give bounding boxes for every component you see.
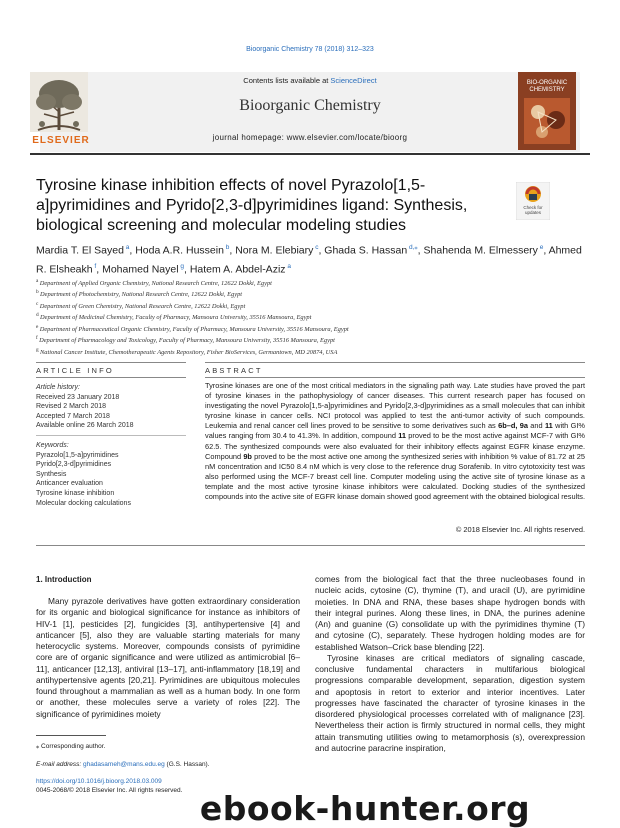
header-bottom-rule — [30, 153, 590, 155]
author-affiliation-marker[interactable]: f — [92, 262, 97, 270]
affiliation-marker: e — [36, 323, 40, 330]
contents-prefix: Contents lists available at — [243, 76, 331, 85]
history-item: Received 23 January 2018 — [36, 393, 120, 401]
affiliation-text: Department of Green Chemistry, National Research Centre, 12622 Dokki, Egypt — [39, 302, 246, 310]
journal-name: Bioorganic Chemistry — [239, 97, 381, 114]
affiliation-text: Department of Pharmaceutical Organic Chemistry, Faculty of Pharmacy, Mansoura University, 35516 Mansoura, Egypt — [39, 325, 349, 333]
keyword-item: Pyrazolo[1,5-a]pyrimidines — [36, 451, 119, 459]
affiliation-marker: g — [36, 346, 40, 353]
article-history — [36, 383, 186, 431]
abstract-copyright: © 2018 Elsevier Inc. All rights reserved. — [455, 525, 585, 534]
abstract-text — [205, 381, 585, 502]
affiliation-item — [36, 334, 586, 345]
author-separator: , — [129, 244, 136, 257]
email-label: E-mail address: — [36, 761, 83, 768]
affiliation-marker: b — [36, 289, 40, 296]
author-list — [36, 240, 586, 277]
author-name: Nora M. Elebiary — [235, 244, 314, 257]
keyword-item: Molecular docking calculations — [36, 499, 131, 507]
keyword-item: Anticancer evaluation — [36, 480, 103, 488]
article-info-rule — [36, 377, 186, 378]
author-name: Mohamed Nayel — [102, 263, 179, 275]
abstract-segment: and — [527, 421, 545, 431]
keyword-item: Tyrosine kinase inhibition — [36, 489, 115, 497]
keywords-label: Keywords: — [36, 442, 69, 449]
affiliation-text: Department of Applied Organic Chemistry, National Research Centre, 12622 Dokki, Egypt — [39, 280, 272, 288]
abstract-rule — [205, 377, 585, 378]
email-note — [36, 760, 300, 769]
affiliation-marker: a — [36, 278, 40, 284]
journal-cover-image — [518, 72, 576, 150]
sciencedirect-link[interactable]: ScienceDirect — [330, 76, 377, 85]
intro-paragraph: comes from the biological fact that the three nucleobases found in nucleic acids, cytosine (C), thymine (T), and uracil (U), are pyrimidine moieties. In DNA and RNA, these bases shape hydrogen bonds with their integral purines. Along these lines, in DNA, the purines adenine (An) and guanine (G) consolidate up with the pyrimidines thymine (T) and cytosine (C), separately. These hydrogen holding modes are for established Watson–Crick base blending [22]. — [315, 574, 585, 652]
check-for-updates-label: Check for updates — [523, 205, 543, 215]
intro-column-2 — [315, 574, 585, 754]
author-affiliation-marker[interactable]: e — [537, 244, 544, 251]
compound-label: 6b–d, 9a — [498, 421, 528, 431]
keyword-item: Pyrido[2,3-d]pyrimidines — [36, 461, 112, 469]
affiliation-item — [36, 346, 586, 357]
compound-label: 11 — [544, 421, 553, 431]
author-affiliation-marker[interactable]: a — [123, 244, 130, 251]
affiliation-item — [36, 311, 586, 322]
journal-reference[interactable]: Bioorganic Chemistry 78 (2018) 312–323 — [246, 46, 374, 53]
affiliation-item — [36, 323, 586, 334]
cover-molecule-art — [524, 98, 570, 144]
author-name: Hatem A. Abdel-Aziz — [189, 263, 286, 275]
article-info-top-rule — [36, 362, 186, 363]
author-name: Ahmed R. Elsheakh — [36, 244, 582, 275]
author-name: Shahenda M. Elmessery — [423, 244, 538, 257]
watermark — [110, 790, 620, 827]
affiliation-item — [36, 300, 586, 311]
cover-title: BIO-ORGANIC CHEMISTRY — [526, 80, 568, 93]
author-name: Ghada S. Hassan — [324, 244, 408, 257]
author-separator: , — [183, 263, 190, 275]
author-name: Mardia T. El Sayed — [36, 244, 124, 257]
abstract-bottom-rule — [36, 545, 585, 546]
homepage-url[interactable]: www.elsevier.com/locate/bioorg — [286, 133, 408, 142]
author-affiliation-marker[interactable]: c — [313, 244, 319, 251]
history-item: Available online 26 March 2018 — [36, 422, 134, 430]
author-affiliation-marker[interactable]: b — [223, 244, 230, 251]
keyword-item: Synthesis — [36, 470, 67, 478]
article-title: Tyrosine kinase inhibition effects of novel Pyrazolo[1,5-a]pyrimidines and Pyrido[2,3-d]pyrimidines ligand: Synthesis, biological screening and molecular modeling studies — [36, 177, 468, 234]
affiliation-text: Department of Pharmacology and Toxicology, Faculty of Pharmacy, Mansoura University, 35516 Mansoura, Egypt — [39, 337, 335, 345]
author-separator: , — [229, 244, 236, 257]
intro-paragraph: Tyrosine kinases are critical mediators of signaling cascade, conclusive fundamental characters in multifarious biological progressions comparable development, separation, digestion system and apoptosis in retort to exterior and interior incentives. Later progresses have fascinated the character of tyrosine kinases in the disordered physiological processes correlated with of malignance [23]. Nevertheless their action is firmly structured in normal cells, they might attain transmuting utilities owing to metamorphosis (s), overexpression and autocrine paracrine inspiration, — [315, 652, 585, 753]
affiliation-text: National Cancer Institute, Chemotherapeutic Agents Repository, Fisher BioServices, Germantown, MD 20874, USA — [40, 348, 338, 356]
affiliation-list — [36, 277, 586, 357]
publisher-wordmark: ELSEVIER — [32, 135, 90, 146]
doi-link[interactable]: https://doi.org/10.1016/j.bioorg.2018.03.009 — [36, 778, 162, 785]
author-affiliation-marker[interactable]: a — [285, 262, 291, 270]
intro-column-1: Many pyrazole derivatives have gotten extraordinary consideration for its organic and biological significance for instance as inhibitors of HIV-1 [1], pesticides [2], fungicides [3], antihypertensive [4] and anticancer [5], also they are valuable starting materials for many heterocyclic systems. Moreover, compounds consists of pyrimidine core are of organic significance and were utilized as antimicrobial [6–11], anticancer [12,13], antiviral [13–17], anti-inflammatory [18,19] and antihypertensive agents [20,21]. Pyrimidines are ubiquitous molecules found throughout a mammalian as well as a human body. In one form or another, these molecules serve a variety of roles [22]. The significance of pyrimidines moiety — [36, 596, 300, 719]
footnote-rule — [36, 735, 106, 736]
affiliation-item — [36, 288, 586, 299]
author-separator: , — [417, 244, 424, 257]
email-link[interactable]: ghadasameh@mans.edu.eg — [82, 761, 165, 768]
abstract-top-rule — [205, 362, 585, 363]
abstract-heading: ABSTRACT — [205, 366, 263, 375]
author-separator: , — [96, 263, 103, 275]
affiliation-marker: d — [36, 312, 40, 319]
issn-line: 0045-2068/© 2018 Elsevier Inc. All rights reserved. — [36, 787, 183, 794]
affiliation-marker: c — [36, 300, 40, 307]
email-suffix: (G.S. Hassan). — [164, 761, 210, 768]
history-keywords-divider — [36, 435, 186, 436]
history-item: Revised 2 March 2018 — [36, 403, 107, 411]
corresponding-author-note: ⁎ Corresponding author. — [36, 743, 106, 750]
affiliation-marker: f — [36, 335, 40, 342]
affiliation-text: Department of Medicinal Chemistry, Faculty of Pharmacy, Mansoura University, 35516 Mansoura, Egypt — [40, 314, 312, 322]
history-label: Article history: — [36, 384, 80, 391]
abstract-segment: Tyrosine kinases are one of the most critical mediators in the signaling path way. Late studies have proved the part of tyrosine kinases in the pathophysiology of cancer diseases. This current research paper has focused on investigating the novel Pyrazolo[1,5-a]pyrimidines and Pyrido[2,3-d]pyrimidines as a small molecules that can inhibit tyrosine kinase in cancer cells. NCI protocol was applied to test the anti-tumor activity of such compounds. Leukemia and renal cancer cell lines proved to be sensitive to some derivatives such as — [205, 381, 585, 431]
homepage-prefix: journal homepage: — [212, 133, 287, 142]
author-affiliation-marker[interactable]: d,⁎ — [407, 244, 418, 251]
author-separator: , — [318, 244, 325, 257]
affiliation-item — [36, 277, 586, 288]
article-info-heading: ARTICLE INFO — [36, 366, 114, 375]
affiliation-text: Department of Photochemistry, National Research Centre, 12622 Dokki, Egypt — [40, 291, 243, 299]
abstract-segment: proved to be the most active against MCF-7 with GI% 62.5. The synthesized compounds were also evaluated for their inhibitory effects against EGFR kinase enzyme. Compound — [205, 431, 585, 461]
compound-label: 11 — [398, 431, 407, 441]
compound-label: 9b — [243, 451, 252, 461]
keywords — [36, 441, 186, 508]
watermark-text: ebook-hunter.org — [199, 789, 531, 828]
abstract-segment: proved to be the most active one among the synthesized series with inhibition % value of 81.72 at 25 nM concentration and IC50 8.4 nM which is very close to the reference drug Sorafenib. In vitro cytotoxicity test was also performed using the MCF-7 breast cell line. Computer modeling using the active site of tyrosine kinase as a template and the most active tyrosine kinase inhibitors were calculated. Docking studies of the synthesized compounds into the active site of EGFR kinase domain showed good agreement with the obtained biological results. — [205, 451, 586, 502]
abstract-segment: with GI% values ranging from 30.4 to 41.3%. In addition, compound — [205, 421, 585, 441]
author-name: Hoda A.R. Hussein — [135, 244, 224, 257]
author-affiliation-marker[interactable]: g — [178, 262, 184, 270]
section-heading-introduction: 1. Introduction — [36, 575, 92, 584]
author-separator: , — [543, 244, 549, 257]
history-item: Accepted 7 March 2018 — [36, 412, 110, 420]
